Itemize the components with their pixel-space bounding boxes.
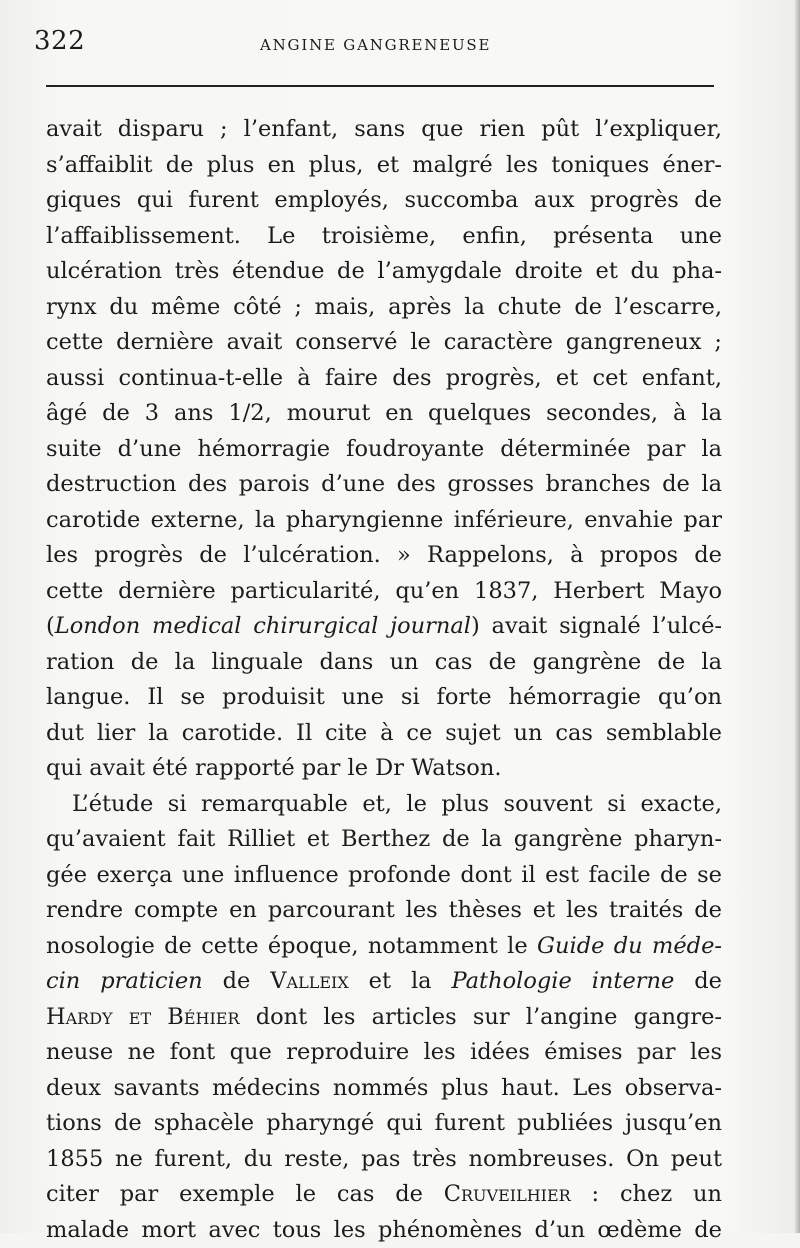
text-line	[46, 1142, 722, 1178]
text-run: citer par exemple le cas de	[46, 1181, 444, 1207]
text-run: tions de sphacèle pharyngé qui furent publiées jusqu’en	[46, 1110, 722, 1136]
text-run: rynx du même côté ; mais, après la chute de l’escarre,	[46, 294, 722, 320]
text-run: L’étude si remarquable et, le plus souvent si exacte,	[72, 791, 722, 817]
text-line	[46, 219, 722, 255]
text-run: qui avait été rapporté par le Dr Watson.	[46, 755, 501, 781]
text-run: deux savants médecins nommés plus haut. Les observa-	[46, 1075, 722, 1101]
small-caps-name: Cruveilhier	[444, 1181, 571, 1207]
text-line	[46, 822, 722, 858]
text-run: dut lier la carotide. Il cite à ce sujet un cas semblable	[46, 720, 722, 746]
text-run: 1855 ne furent, du reste, pas très nombreuses. On peut	[46, 1146, 722, 1172]
text-line	[46, 396, 722, 432]
text-run: destruction des parois d’une des grosses branches de la	[46, 471, 722, 497]
text-line	[46, 432, 722, 468]
page-edge-shadow	[794, 0, 800, 1233]
text-run: et la	[349, 968, 452, 994]
text-run: âgé de 3 ans 1/2, mourut en quelques secondes, à la	[46, 400, 722, 426]
text-line	[46, 148, 722, 184]
text-line	[46, 1106, 722, 1142]
text-run: ulcération très étendue de l’amygdale droite et du pha-	[46, 258, 722, 284]
text-line	[46, 929, 722, 965]
text-line	[46, 1213, 722, 1248]
text-line	[46, 680, 722, 716]
text-line	[46, 290, 722, 326]
text-line	[46, 1000, 722, 1036]
text-line	[46, 751, 722, 787]
text-run: (	[46, 613, 55, 639]
text-run: cette dernière particularité, qu’en 1837, Herbert Mayo	[46, 578, 722, 604]
text-run: de	[674, 968, 722, 994]
text-run: gée exerça une influence profonde dont il est facile de se	[46, 862, 722, 888]
text-run: l’affaiblissement. Le troisième, enfin, présenta une	[46, 223, 722, 249]
page-number: 322	[34, 26, 85, 56]
small-caps-name: Hardy et Béhier	[46, 1004, 240, 1030]
text-line	[46, 858, 722, 894]
header-rule	[46, 85, 714, 87]
text-line	[46, 112, 722, 148]
text-run: cette dernière avait conservé le caractère gangreneux ;	[46, 329, 722, 355]
running-head: ANGINE GANGRENEUSE	[260, 36, 491, 54]
text-run: ) avait signalé l’ulcé-	[471, 613, 722, 639]
italic-text: cin praticien	[46, 968, 203, 994]
text-line	[46, 467, 722, 503]
text-line	[46, 964, 722, 1000]
text-line	[46, 1177, 722, 1213]
text-line	[46, 787, 722, 823]
text-line	[46, 574, 722, 610]
text-run: giques qui furent employés, succomba aux progrès de	[46, 187, 722, 213]
text-line	[46, 716, 722, 752]
text-run: s’affaiblit de plus en plus, et malgré les toniques éner-	[46, 152, 722, 178]
text-run: dont les articles sur l’angine gangre-	[240, 1004, 722, 1030]
text-run: langue. Il se produisit une si forte hémorragie qu’on	[46, 684, 722, 710]
text-run: suite d’une hémorragie foudroyante déterminée par la	[46, 436, 722, 462]
text-run: malade mort avec tous les phénomènes d’un œdème de	[46, 1217, 722, 1243]
text-run: aussi continua-t-elle à faire des progrès, et cet enfant,	[46, 365, 722, 391]
text-line	[46, 538, 722, 574]
italic-text: Guide du méde-	[537, 933, 722, 959]
text-line	[46, 1035, 722, 1071]
text-line	[46, 645, 722, 681]
text-line	[46, 183, 722, 219]
text-run: de	[203, 968, 271, 994]
text-line	[46, 325, 722, 361]
small-caps-name: Valleix	[270, 968, 348, 994]
text-run: neuse ne font que reproduire les idées émises par les	[46, 1039, 722, 1065]
text-run: : chez un	[571, 1181, 722, 1207]
text-run: carotide externe, la pharyngienne inférieure, envahie par	[46, 507, 722, 533]
text-run: avait disparu ; l’enfant, sans que rien pût l’expliquer,	[46, 116, 722, 142]
text-line	[46, 893, 722, 929]
italic-text: Pathologie interne	[452, 968, 675, 994]
text-run: qu’avaient fait Rilliet et Berthez de la gangrène pharyn-	[46, 826, 722, 852]
text-run: ration de la linguale dans un cas de gangrène de la	[46, 649, 722, 675]
body-text	[46, 112, 722, 1248]
text-line	[46, 609, 722, 645]
text-line	[46, 361, 722, 397]
text-line	[46, 503, 722, 539]
text-run: rendre compte en parcourant les thèses et les traités de	[46, 897, 722, 923]
italic-text: London medical chirurgical journal	[55, 613, 471, 639]
text-line	[46, 1071, 722, 1107]
text-run: nosologie de cette époque, notamment le	[46, 933, 537, 959]
text-line	[46, 254, 722, 290]
text-run: les progrès de l’ulcération. » Rappelons, à propos de	[46, 542, 722, 568]
